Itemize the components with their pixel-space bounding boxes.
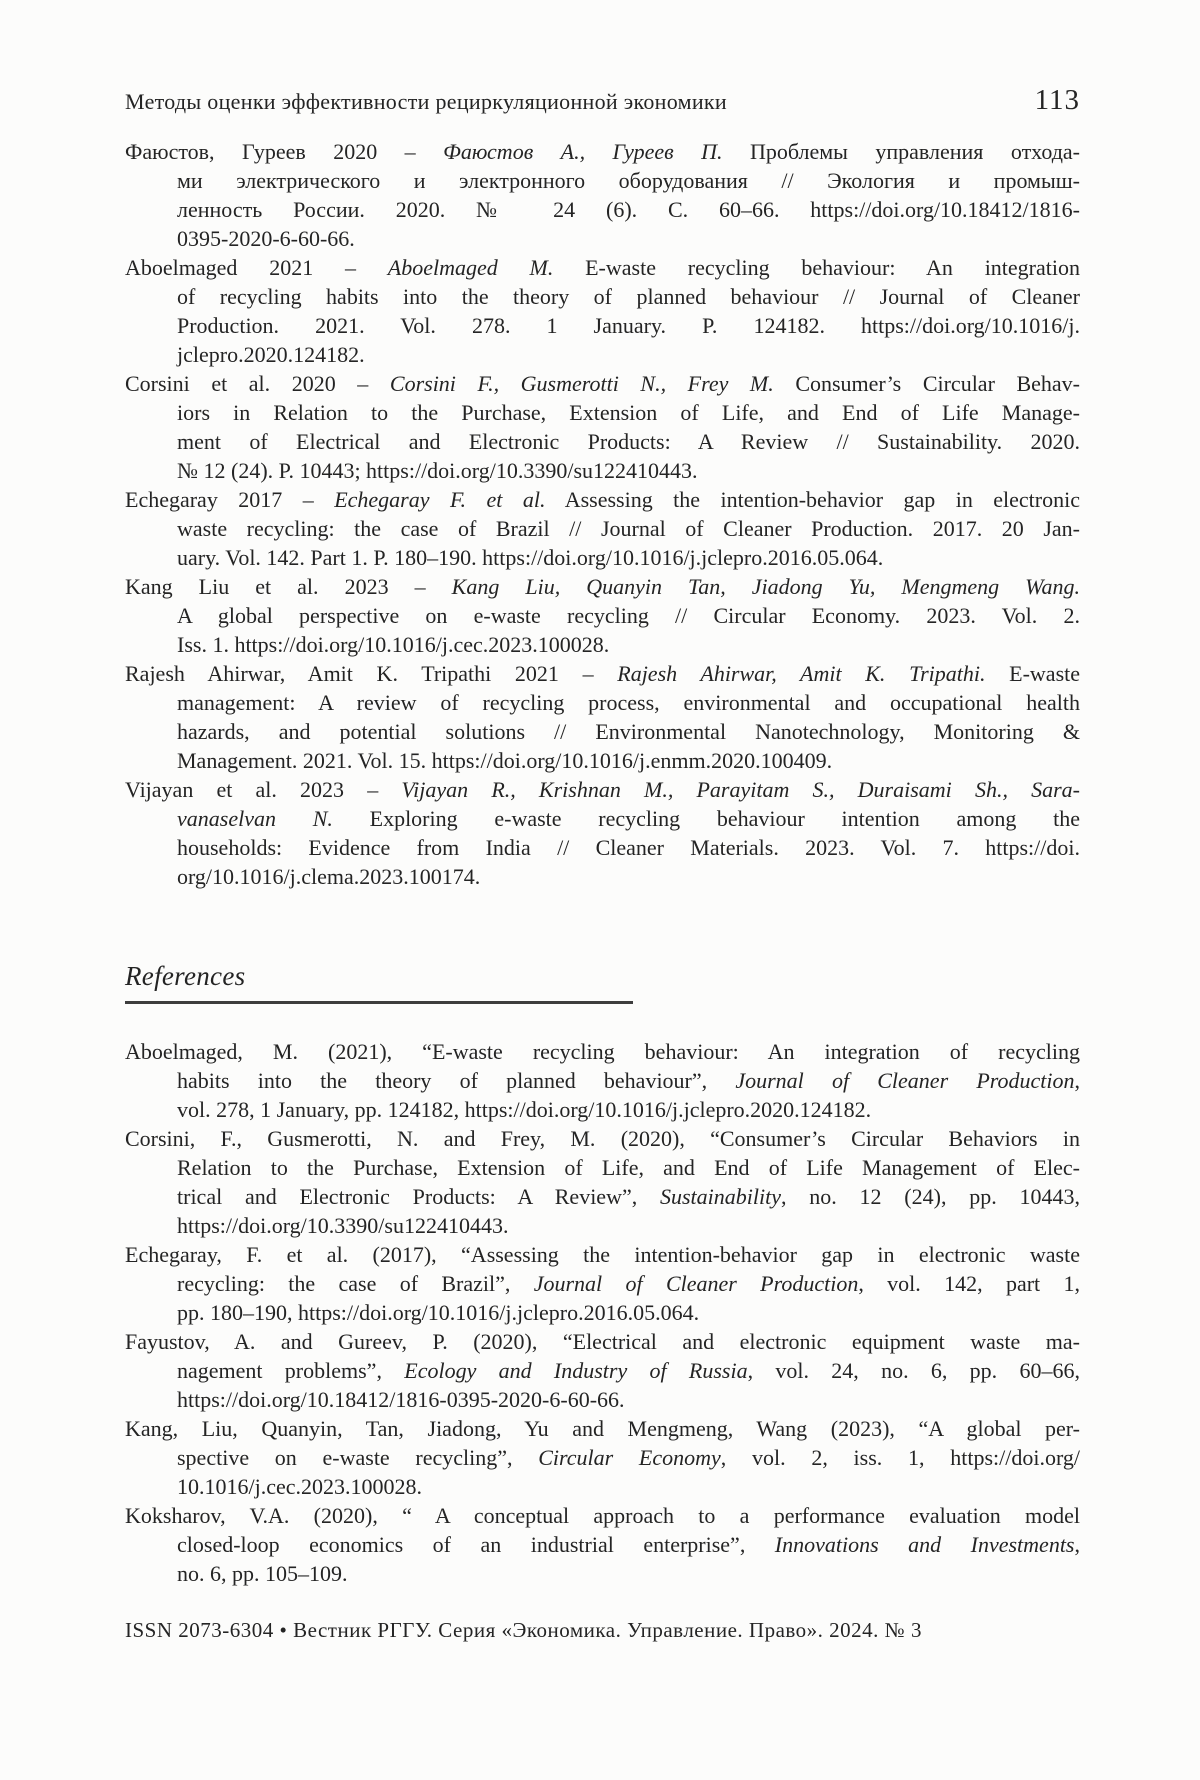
reference-text: iors in Relation to the Purchase, Extension of Life, and End of Life Manage- [177, 400, 1080, 425]
reference-line [125, 688, 1080, 717]
reference-text: Aboelmaged 2021 – [125, 255, 388, 280]
reference-entry [125, 485, 1080, 572]
reference-entry [125, 1414, 1080, 1501]
reference-text-italic: Circular Economy [538, 1445, 721, 1470]
reference-line [125, 1240, 1080, 1269]
reference-line [125, 1501, 1080, 1530]
reference-text: jclepro.2020.124182. [177, 342, 365, 367]
reference-text: org/10.1016/j.clema.2023.100174. [177, 864, 481, 889]
reference-line [125, 340, 1080, 369]
reference-line [125, 1559, 1080, 1588]
reference-line [125, 1327, 1080, 1356]
reference-text: E-waste [985, 661, 1081, 686]
reference-text: , [1074, 1068, 1080, 1093]
reference-text: № 12 (24). P. 10443; https://doi.org/10.3390/su122410443. [177, 458, 698, 483]
reference-line [125, 630, 1080, 659]
reference-line [125, 1530, 1080, 1559]
reference-entry [125, 572, 1080, 659]
reference-text: Проблемы управления отхода- [722, 139, 1080, 164]
reference-text: ment of Electrical and Electronic Products: A Review // Sustainability. 2020. [177, 429, 1080, 454]
reference-text: ленность России. 2020. № 24 (6). С. 60–66. https://doi.org/10.18412/1816- [177, 197, 1080, 222]
reference-entry [125, 1037, 1080, 1124]
reference-line [125, 427, 1080, 456]
footer-text: ISSN 2073-6304 • Вестник РГГУ. Серия «Экономика. Управление. Право». 2024. № 3 [125, 1618, 922, 1642]
reference-line [125, 601, 1080, 630]
reference-line [125, 804, 1080, 833]
reference-text: , [1074, 1532, 1080, 1557]
reference-text: Consumer’s Circular Behav- [773, 371, 1080, 396]
reference-entry [125, 1124, 1080, 1240]
reference-text: Exploring e-waste recycling behaviour intention among the [332, 806, 1080, 831]
reference-text: https://doi.org/10.3390/su122410443. [177, 1213, 509, 1238]
reference-text-italic: Journal of Cleaner Production [735, 1068, 1075, 1093]
page-number: 113 [1034, 84, 1080, 116]
reference-text: households: Evidence from India // Cleaner Materials. 2023. Vol. 7. https://doi. [177, 835, 1080, 860]
reference-text: Kang, Liu, Quanyin, Tan, Jiadong, Yu and Mengmeng, Wang (2023), “A global per- [125, 1416, 1080, 1441]
reference-text: Corsini et al. 2020 – [125, 371, 390, 396]
reference-text: Assessing the intention-behavior gap in electronic [545, 487, 1080, 512]
reference-text-italic: Journal of Cleaner Production [533, 1271, 859, 1296]
reference-line [125, 1385, 1080, 1414]
reference-entry [125, 1240, 1080, 1327]
reference-entry [125, 1501, 1080, 1588]
reference-text: Echegaray 2017 – [125, 487, 335, 512]
reference-text: E-waste recycling behaviour: An integration [553, 255, 1080, 280]
reference-line [125, 137, 1080, 166]
reference-line [125, 398, 1080, 427]
reference-text: 10.1016/j.cec.2023.100028. [177, 1474, 423, 1499]
reference-text: Production. 2021. Vol. 278. 1 January. P. 124182. https://doi.org/10.1016/j. [177, 313, 1080, 338]
reference-text: ми электрического и электронного оборудования // Экология и промыш- [177, 168, 1080, 193]
reference-line [125, 166, 1080, 195]
reference-line [125, 833, 1080, 862]
reference-text: Фаюстов, Гуреев 2020 – [125, 139, 444, 164]
reference-text: of recycling habits into the theory of planned behaviour // Journal of Cleaner [177, 284, 1080, 309]
reference-text: management: A review of recycling process, environmental and occupational health [177, 690, 1080, 715]
reference-text: Aboelmaged, M. (2021), “E-waste recycling behaviour: An integration of recycling [125, 1039, 1080, 1064]
reference-entry [125, 253, 1080, 369]
reference-line [125, 543, 1080, 572]
russian-bibliography-list [125, 137, 1080, 891]
reference-line [125, 775, 1080, 804]
reference-line [125, 1066, 1080, 1095]
reference-text-italic: Aboelmaged M. [387, 255, 554, 280]
reference-line [125, 1443, 1080, 1472]
reference-text: , vol. 24, no. 6, pp. 60–66, [747, 1358, 1080, 1383]
reference-text: Kang Liu et al. 2023 – [125, 574, 452, 599]
reference-text: pp. 180–190, https://doi.org/10.1016/j.jclepro.2016.05.064. [177, 1300, 700, 1325]
reference-text: trical and Electronic Products: A Review”, [177, 1184, 660, 1209]
reference-text-italic: Фаюстов А., Гуреев П. [443, 139, 723, 164]
page-footer [125, 1618, 1080, 1643]
reference-text: recycling: the case of Brazil”, [177, 1271, 534, 1296]
reference-line [125, 1472, 1080, 1501]
reference-text-italic: Vijayan R., Krishnan M., Parayitam S., Duraisami Sh., Sara- [401, 777, 1081, 802]
reference-text: nagement problems”, [177, 1358, 405, 1383]
reference-entry [125, 775, 1080, 891]
reference-line [125, 1095, 1080, 1124]
reference-text: , no. 12 (24), pp. 10443, [781, 1184, 1080, 1209]
reference-line [125, 1269, 1080, 1298]
reference-text: closed-loop economics of an industrial enterprise”, [177, 1532, 775, 1557]
reference-text: Echegaray, F. et al. (2017), “Assessing the intention-behavior gap in electronic waste [125, 1242, 1080, 1267]
reference-text: vol. 278, 1 January, pp. 124182, https://doi.org/10.1016/j.jclepro.2020.124182. [177, 1097, 872, 1122]
reference-text: hazards, and potential solutions // Environmental Nanotechnology, Monitoring & [177, 719, 1080, 744]
reference-line [125, 456, 1080, 485]
reference-text: , vol. 142, part 1, [858, 1271, 1080, 1296]
reference-text: Rajesh Ahirwar, Amit K. Tripathi 2021 – [125, 661, 618, 686]
page-header [125, 84, 1080, 117]
reference-text: Fayustov, A. and Gureev, P. (2020), “Electrical and electronic equipment waste ma- [125, 1329, 1080, 1354]
reference-text-italic: Rajesh Ahirwar, Amit K. Tripathi. [617, 661, 986, 686]
reference-line [125, 1153, 1080, 1182]
reference-line [125, 485, 1080, 514]
reference-line [125, 1298, 1080, 1327]
reference-text: https://doi.org/10.18412/1816-0395-2020-6-60-66. [177, 1387, 625, 1412]
reference-text: Koksharov, V.A. (2020), “ A conceptual approach to a performance evaluation model [125, 1503, 1080, 1528]
reference-line [125, 862, 1080, 891]
reference-line [125, 717, 1080, 746]
reference-text: 0395-2020-6-60-66. [177, 226, 355, 251]
reference-line [125, 572, 1080, 601]
reference-text-italic: Corsini F., Gusmerotti N., Frey M. [389, 371, 774, 396]
reference-text-italic: Ecology and Industry of Russia [404, 1358, 748, 1383]
reference-text-italic: Echegaray F. et al. [334, 487, 546, 512]
references-heading-rule [125, 1001, 633, 1004]
reference-text-italic: Innovations and Investments [774, 1532, 1075, 1557]
reference-line [125, 1356, 1080, 1385]
running-title: Методы оценки эффективности рециркуляционной экономики [125, 89, 727, 114]
reference-line [125, 369, 1080, 398]
reference-text: A global perspective on e-waste recycling // Circular Economy. 2023. Vol. 2. [177, 603, 1080, 628]
reference-text: waste recycling: the case of Brazil // Journal of Cleaner Production. 2017. 20 Jan- [177, 516, 1080, 541]
reference-text: Relation to the Purchase, Extension of Life, and End of Life Management of Elec- [177, 1155, 1080, 1180]
reference-text: Iss. 1. https://doi.org/10.1016/j.cec.2023.100028. [177, 632, 610, 657]
references-list [125, 1037, 1080, 1588]
reference-text: no. 6, pp. 105–109. [177, 1561, 348, 1586]
references-heading: References [125, 961, 246, 991]
reference-text-italic: vanaselvan N. [177, 806, 333, 831]
reference-text: uary. Vol. 142. Part 1. P. 180–190. https://doi.org/10.1016/j.jclepro.2016.05.064. [177, 545, 884, 570]
reference-line [125, 1414, 1080, 1443]
reference-line [125, 195, 1080, 224]
page-content [125, 0, 1080, 1643]
reference-text: , vol. 2, iss. 1, https://doi.org/ [720, 1445, 1081, 1470]
reference-line [125, 253, 1080, 282]
reference-text: Management. 2021. Vol. 15. https://doi.org/10.1016/j.enmm.2020.100409. [177, 748, 833, 773]
reference-text: spective on e-waste recycling”, [177, 1445, 539, 1470]
reference-line [125, 282, 1080, 311]
reference-line [125, 746, 1080, 775]
reference-text-italic: Sustainability [660, 1184, 781, 1209]
reference-entry [125, 659, 1080, 775]
reference-entry [125, 1327, 1080, 1414]
reference-text: Vijayan et al. 2023 – [125, 777, 402, 802]
reference-line [125, 1211, 1080, 1240]
reference-text-italic: Kang Liu, Quanyin Tan, Jiadong Yu, Mengmeng Wang. [451, 574, 1080, 599]
reference-entry [125, 369, 1080, 485]
reference-text: Corsini, F., Gusmerotti, N. and Frey, M. (2020), “Consumer’s Circular Behaviors in [125, 1126, 1080, 1151]
reference-line [125, 1037, 1080, 1066]
reference-line [125, 224, 1080, 253]
reference-line [125, 514, 1080, 543]
reference-line [125, 311, 1080, 340]
reference-text: habits into the theory of planned behaviour”, [177, 1068, 736, 1093]
reference-line [125, 659, 1080, 688]
reference-entry [125, 137, 1080, 253]
reference-line [125, 1124, 1080, 1153]
reference-line [125, 1182, 1080, 1211]
